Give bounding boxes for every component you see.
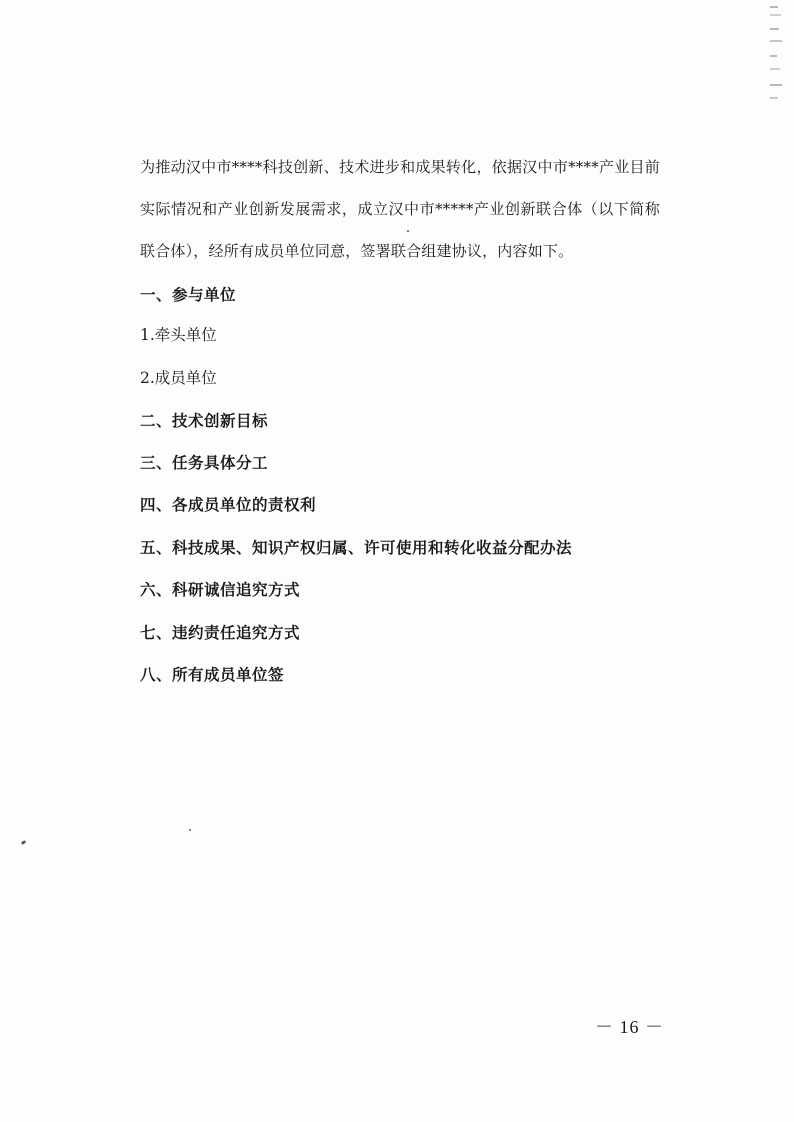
subsection-member-units: 2.成员单位: [140, 369, 217, 387]
section-heading-ip-ownership: 五、科技成果、知识产权归属、许可使用和转化收益分配办法: [140, 539, 573, 557]
page-number: － 16 －: [595, 1017, 664, 1037]
section-heading-task-division: 三、任务具体分工: [140, 454, 269, 472]
section-heading-breach-liability: 七、违约责任追究方式: [140, 624, 301, 642]
section-heading-rights-responsibilities: 四、各成员单位的责权利: [140, 496, 317, 514]
intro-paragraph: [140, 146, 660, 272]
scan-speck: [21, 840, 27, 845]
section-heading-innovation-goals: 二、技术创新目标: [140, 412, 269, 430]
section-heading-participants: 一、参与单位: [140, 286, 237, 304]
scan-speck: [189, 829, 191, 831]
section-heading-research-integrity: 六、科研诚信追究方式: [140, 581, 301, 599]
scan-edge-marks: [770, 0, 784, 110]
section-heading-signatures: 八、所有成员单位签: [140, 666, 285, 684]
subsection-lead-unit: 1.牵头单位: [140, 326, 217, 344]
intro-text: 为推动汉中市****科技创新、技术进步和成果转化，依据汉中市****产业目前实际情况和产业创新发展需求，成立汉中市*****产业创新联合体（以下简称联合体），经所有成员单位同意，签署联合组建协议，内容如下。: [140, 158, 660, 260]
scan-speck: [407, 230, 409, 232]
